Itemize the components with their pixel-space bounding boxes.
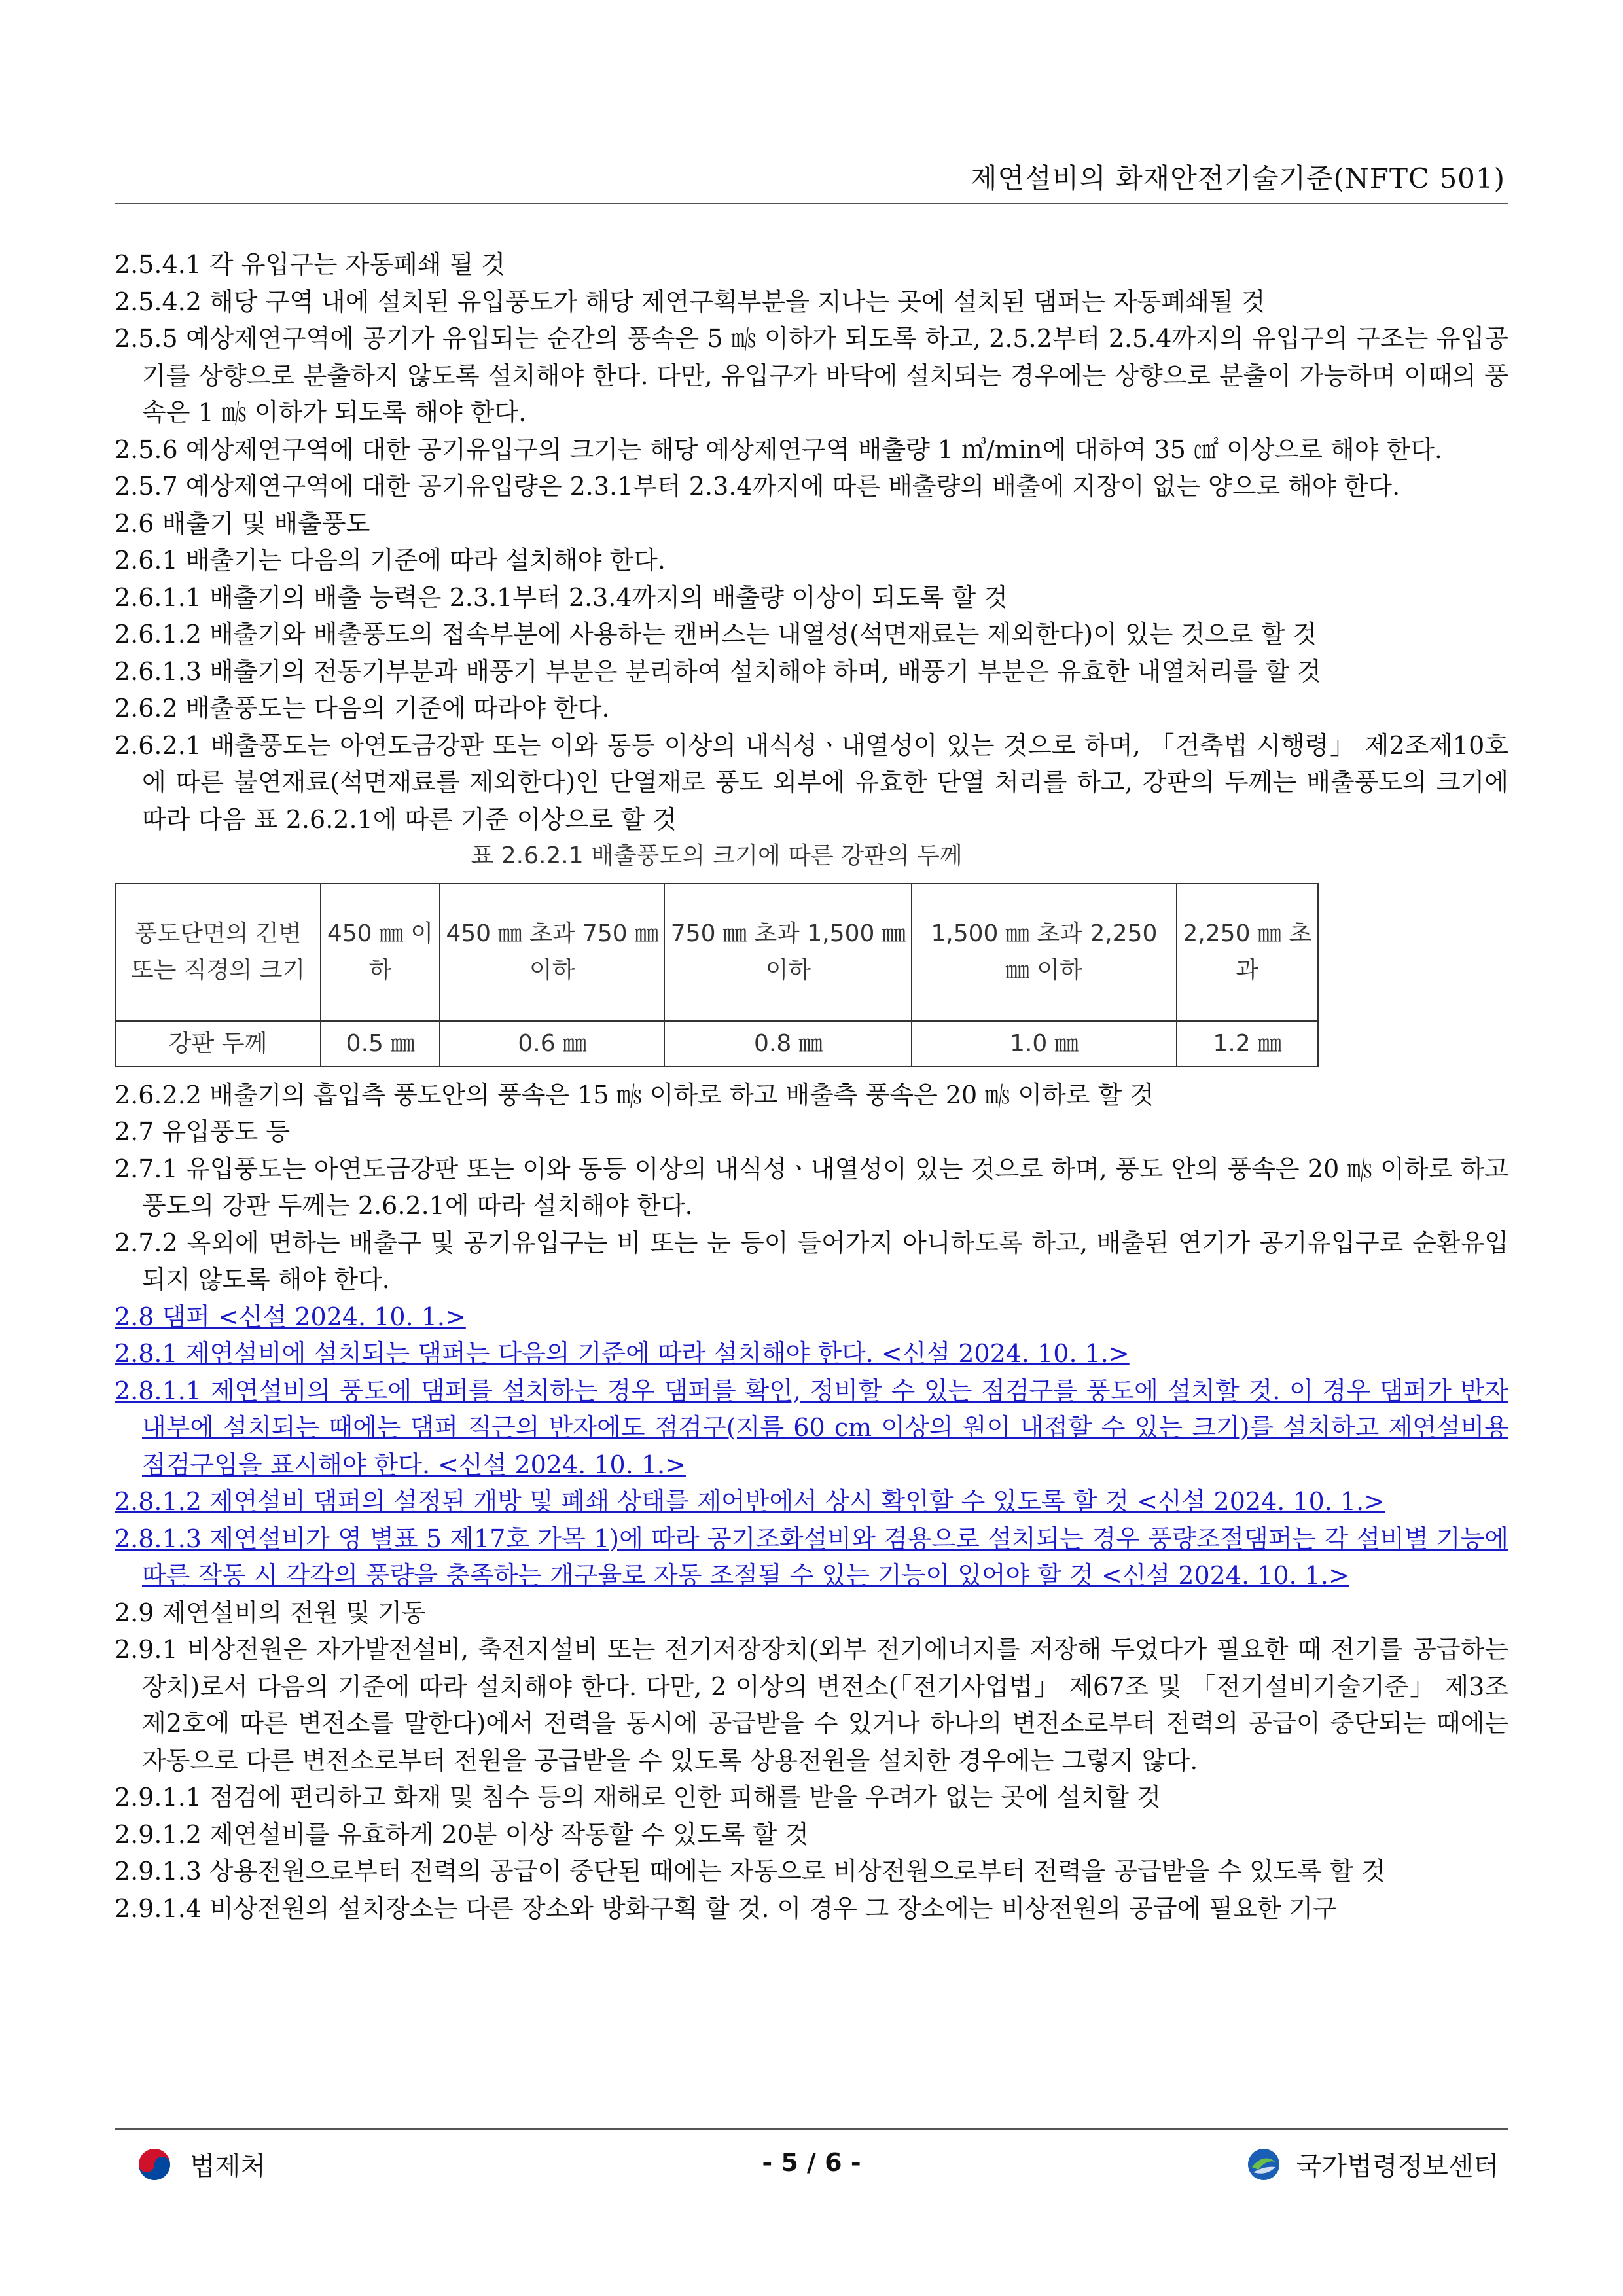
paragraph: 2.9.1.3 상용전원으로부터 전력의 공급이 중단된 때에는 자동으로 비상전원으로부터 전력을 공급받을 수 있도록 할 것 xyxy=(115,1857,1385,1886)
table-value-row xyxy=(115,1021,1318,1067)
paragraph-block-2 xyxy=(115,1077,1508,1928)
paragraph: 2.5.5 예상제연구역에 공기가 유입되는 순간의 풍속은 5 ㎧ 이하가 되도록 하고, 2.5.2부터 2.5.4까지의 유입구의 구조는 유입공기를 상향으로 분출하지 않도록 설치해야 한다. 다만, 유입구가 바닥에 설치되는 경우에는 상향으로 분출이 가능하며 이때의 풍속은 1 ㎧ 이하가 되도록 해야 한다. xyxy=(115,324,1508,427)
table-value-1: 0.5 ㎜ xyxy=(321,1021,440,1067)
amendment-link-paragraph[interactable]: 2.8.1.3 제연설비가 영 별표 5 제17호 가목 1)에 따라 공기조화설비와 겸용으로 설치되는 경우 풍량조절댐퍼는 각 설비별 기능에 따른 작동 시 각각의 풍량을 충족하는 개구율로 자동 조절될 수 있는 기능이 있어야 할 것 <신설 2024. 10. 1.> xyxy=(115,1524,1508,1590)
footer-divider xyxy=(115,2128,1508,2130)
paragraph: 2.7.1 유입풍도는 아연도금강판 또는 이와 동등 이상의 내식성ㆍ내열성이 있는 것으로 하며, 풍도 안의 풍속은 20 ㎧ 이하로 하고 풍도의 강판 두께는 2.6.2.1에 따라 설치해야 한다. xyxy=(115,1154,1508,1220)
paragraph-block-1 xyxy=(115,246,1508,838)
paragraph: 2.6.1.3 배출기의 전동기부분과 배풍기 부분은 분리하여 설치해야 하며, 배풍기 부분은 유효한 내열처리를 할 것 xyxy=(115,656,1321,686)
paragraph: 2.6.2.1 배출풍도는 아연도금강판 또는 이와 동등 이상의 내식성ㆍ내열성이 있는 것으로 하며, 「건축법 시행령」 제2조제10호에 따른 불연재료(석면재료를 제외한다)인 단열재로 풍도 외부에 유효한 단열 처리를 하고, 강판의 두께는 배출풍도의 크기에 따라 다음 표 2.6.2.1에 따른 기준 이상으로 할 것 xyxy=(115,730,1508,834)
amendment-link-paragraph[interactable]: 2.8.1 제연설비에 설치되는 댐퍼는 다음의 기준에 따라 설치해야 한다. <신설 2024. 10. 1.> xyxy=(115,1339,1130,1368)
paragraph: 2.6.1 배출기는 다음의 기준에 따라 설치해야 한다. xyxy=(115,546,666,575)
table-value-5: 1.2 ㎜ xyxy=(1177,1021,1318,1067)
paragraph: 2.7.2 옥외에 면하는 배출구 및 공기유입구는 비 또는 눈 등이 들어가지 아니하도록 하고, 배출된 연기가 공기유입구로 순환유입 되지 않도록 해야 한다. xyxy=(115,1228,1508,1294)
page-header-title: 제연설비의 화재안전기술기준(NFTC 501) xyxy=(970,162,1505,194)
header-divider xyxy=(115,203,1508,204)
law-center-logo-icon xyxy=(1247,2147,1281,2181)
table-header-row xyxy=(115,884,1318,1021)
table-col-1: 450 ㎜ 이하 xyxy=(321,884,440,1021)
paragraph: 2.5.6 예상제연구역에 대한 공기유입구의 크기는 해당 예상제연구역 배출량 1 ㎥/min에 대하여 35 ㎠ 이상으로 해야 한다. xyxy=(115,435,1442,464)
paragraph: 2.5.4.2 해당 구역 내에 설치된 유입풍도가 해당 제연구획부분을 지나는 곳에 설치된 댐퍼는 자동폐쇄될 것 xyxy=(115,287,1266,316)
amendment-link-paragraph[interactable]: 2.8.1.2 제연설비 댐퍼의 설정된 개방 및 폐쇄 상태를 제어반에서 상시 확인할 수 있도록 할 것 <신설 2024. 10. 1.> xyxy=(115,1487,1385,1516)
table-row-label: 강판 두께 xyxy=(115,1021,321,1067)
paragraph: 2.9 제연설비의 전원 및 기동 xyxy=(115,1598,426,1627)
table-col-4: 1,500 ㎜ 초과 2,250 ㎜ 이하 xyxy=(912,884,1176,1021)
table-col-3: 750 ㎜ 초과 1,500 ㎜ 이하 xyxy=(664,884,912,1021)
table-value-4: 1.0 ㎜ xyxy=(912,1021,1176,1067)
table-col-5: 2,250 ㎜ 초과 xyxy=(1177,884,1318,1021)
paragraph: 2.6.1.2 배출기와 배출풍도의 접속부분에 사용하는 캔버스는 내열성(석면재료는 제외한다)이 있는 것으로 할 것 xyxy=(115,620,1317,649)
table-col-2: 450 ㎜ 초과 750 ㎜ 이하 xyxy=(440,884,664,1021)
paragraph: 2.5.4.1 각 유입구는 자동폐쇄 될 것 xyxy=(115,250,506,279)
paragraph: 2.9.1 비상전원은 자가발전설비, 축전지설비 또는 전기저장장치(외부 전기에너지를 저장해 두었다가 필요한 때 전기를 공급하는 장치)로서 다음의 기준에 따라 설치해야 한다. 다만, 2 이상의 변전소(「전기사업법」 제67조 및 「전기설비기술기준」 제3조제2호에 따른 변전소를 말한다)에서 전력을 동시에 공급받을 수 있거나 하나의 변전소로부터 전력의 공급이 중단되는 때에는 자동으로 다른 변전소로부터 전원을 공급받을 수 있도록 상용전원을 설치한 경우에는 그렇지 않다. xyxy=(115,1635,1508,1775)
duct-thickness-table xyxy=(115,883,1319,1067)
document-body xyxy=(115,246,1508,1927)
table-caption: 표 2.6.2.1 배출풍도의 크기에 따른 강판의 두께 xyxy=(471,842,963,869)
page-number: - 5 / 6 - xyxy=(762,2148,861,2177)
paragraph: 2.9.1.2 제연설비를 유효하게 20분 이상 작동할 수 있도록 할 것 xyxy=(115,1820,809,1849)
amendment-link-paragraph[interactable]: 2.8 댐퍼 <신설 2024. 10. 1.> xyxy=(115,1302,466,1331)
paragraph: 2.6.2 배출풍도는 다음의 기준에 따라야 한다. xyxy=(115,694,610,723)
paragraph: 2.5.7 예상제연구역에 대한 공기유입량은 2.3.1부터 2.3.4까지에 따른 배출량의 배출에 지장이 없는 양으로 해야 한다. xyxy=(115,472,1400,501)
paragraph: 2.6.2.2 배출기의 흡입측 풍도안의 풍속은 15 ㎧ 이하로 하고 배출측 풍속은 20 ㎧ 이하로 할 것 xyxy=(115,1080,1154,1109)
paragraph: 2.6 배출기 및 배출풍도 xyxy=(115,509,370,538)
footer-right xyxy=(1247,2145,1499,2183)
table-value-2: 0.6 ㎜ xyxy=(440,1021,664,1067)
amendment-link-paragraph[interactable]: 2.8.1.1 제연설비의 풍도에 댐퍼를 설치하는 경우 댐퍼를 확인, 정비할 수 있는 점검구를 풍도에 설치할 것. 이 경우 댐퍼가 반자 내부에 설치되는 때에는 댐퍼 직근의 반자에도 점검구(지름 60 cm 이상의 원이 내접할 수 있는 크기)를 설치하고 제연설비용 점검구임을 표시해야 한다. <신설 2024. 10. 1.> xyxy=(115,1376,1508,1479)
footer-left-label: 법제처 xyxy=(190,2151,266,2181)
table-header-label: 풍도단면의 긴변 또는 직경의 크기 xyxy=(115,884,321,1021)
table-value-3: 0.8 ㎜ xyxy=(664,1021,912,1067)
paragraph: 2.9.1.1 점검에 편리하고 화재 및 침수 등의 재해로 인한 피해를 받을 우려가 없는 곳에 설치할 것 xyxy=(115,1783,1161,1812)
paragraph: 2.7 유입풍도 등 xyxy=(115,1117,291,1146)
paragraph: 2.9.1.4 비상전원의 설치장소는 다른 장소와 방화구획 할 것. 이 경우 그 장소에는 비상전원의 공급에 필요한 기구 xyxy=(115,1893,1337,1923)
paragraph: 2.6.1.1 배출기의 배출 능력은 2.3.1부터 2.3.4까지의 배출량 이상이 되도록 할 것 xyxy=(115,583,1008,612)
footer-right-label: 국가법령정보센터 xyxy=(1296,2151,1499,2181)
